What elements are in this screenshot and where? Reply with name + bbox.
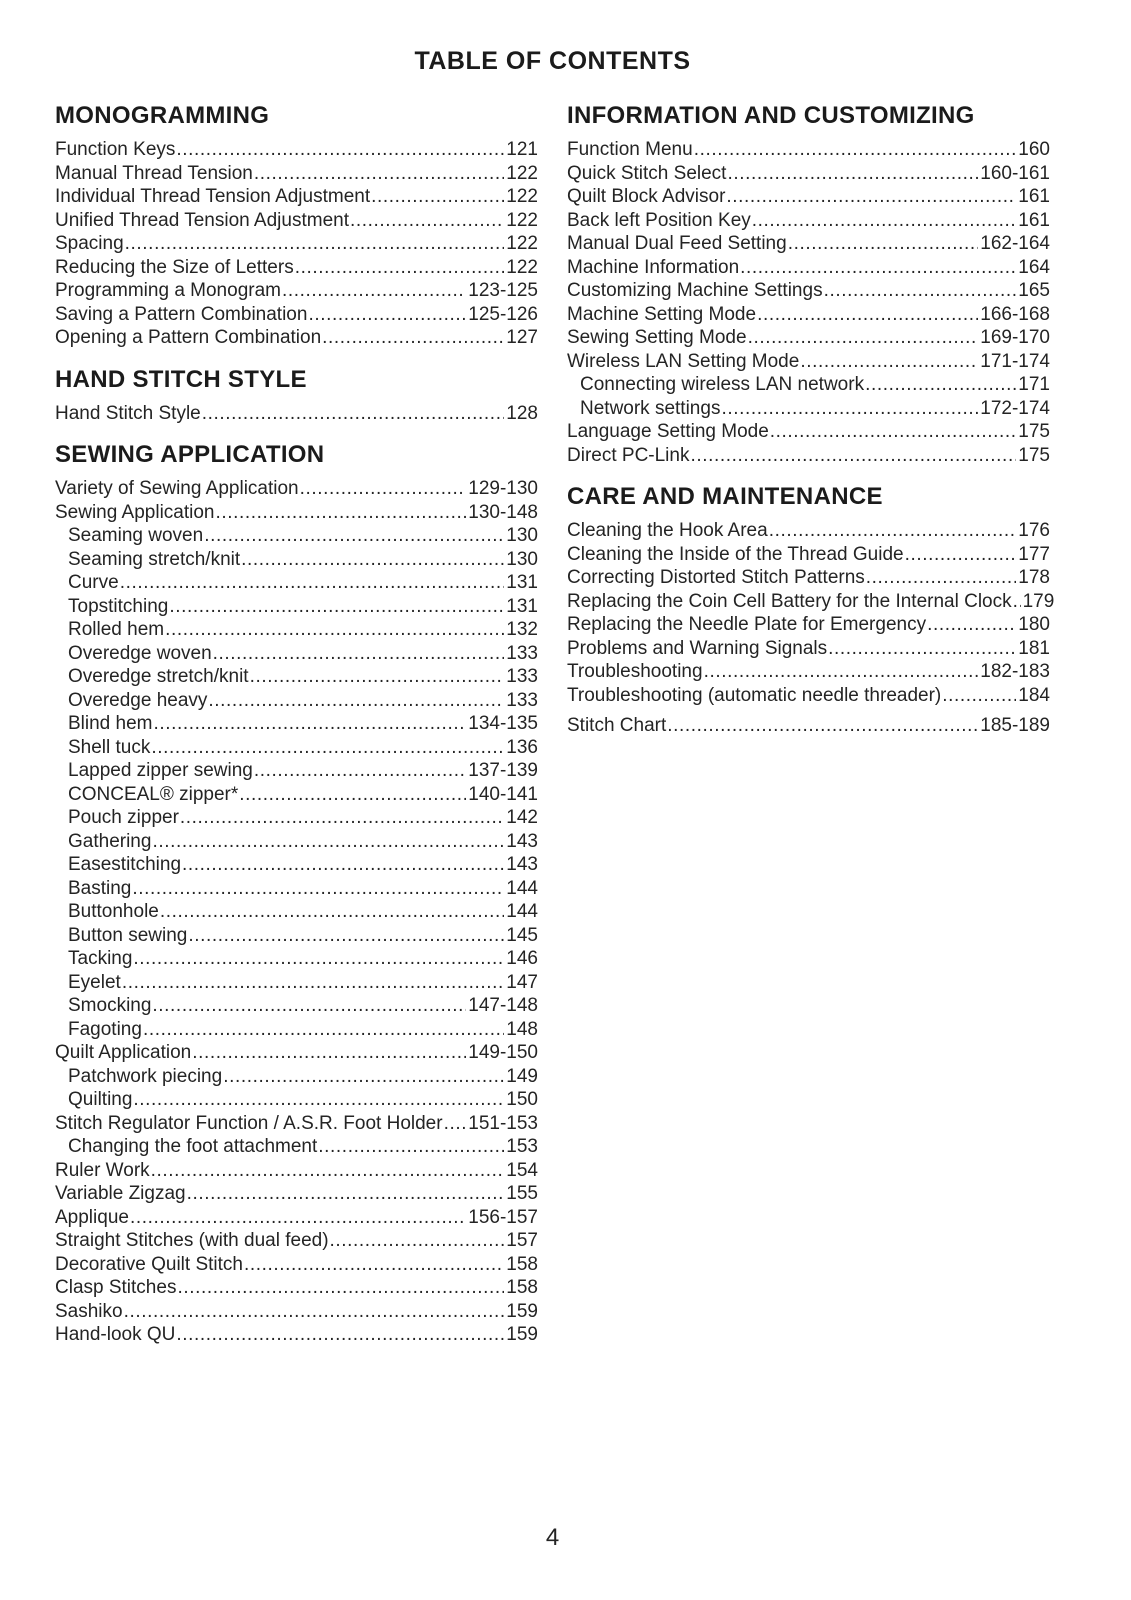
toc-entry-label: Language Setting Mode — [567, 421, 769, 442]
section-heading: HAND STITCH STYLE — [55, 365, 307, 393]
toc-entry-label: Troubleshooting — [567, 661, 703, 682]
toc-entry-page: 149 — [506, 1065, 538, 1087]
toc-dot-leader — [176, 138, 504, 162]
toc-dot-leader — [120, 571, 505, 595]
toc-entry-label: Stitch Chart — [567, 715, 667, 736]
toc-entry-label: Variable Zigzag — [55, 1183, 186, 1204]
toc-entry — [55, 209, 538, 233]
toc-entry-label: Quick Stitch Select — [567, 162, 727, 184]
toc-entry-page: 121 — [506, 139, 538, 160]
toc-entry-label: Manual Thread Tension — [55, 162, 253, 184]
toc-entry-page: 132 — [506, 619, 538, 640]
toc-entry-label: Overedge woven — [68, 642, 212, 664]
toc-entry-label: Tacking — [68, 948, 133, 969]
toc-entry — [567, 185, 1050, 209]
toc-dot-leader — [254, 162, 504, 186]
toc-dot-leader — [866, 566, 1017, 590]
toc-entry-label: Hand-look QU — [55, 1324, 176, 1345]
toc-dot-leader — [188, 924, 504, 948]
toc-dot-leader — [216, 501, 467, 525]
toc-dot-leader — [182, 853, 504, 877]
toc-entry-label: Decorative Quilt Stitch — [55, 1253, 243, 1275]
toc-entry — [55, 712, 538, 736]
toc-entry-page: 128 — [506, 402, 538, 424]
toc-column-left — [55, 102, 538, 1347]
toc-entry-label: Quilt Application — [55, 1042, 192, 1063]
toc-entry-label: Button sewing — [68, 924, 188, 946]
toc-entry — [567, 519, 1050, 543]
toc-entry-label: Seaming woven — [68, 525, 204, 546]
toc-entry-page: 180 — [1018, 614, 1050, 635]
toc-entry-page: 148 — [506, 1018, 538, 1040]
toc-entry-label: Straight Stitches (with dual feed) — [55, 1230, 329, 1251]
toc-entry — [567, 714, 1050, 738]
toc-dot-leader — [1013, 590, 1021, 614]
toc-entry-label: Basting — [68, 877, 132, 899]
toc-dot-leader — [308, 303, 466, 327]
toc-entry-page: 161 — [1018, 209, 1050, 231]
toc-entry — [567, 350, 1050, 374]
toc-entry — [55, 402, 538, 426]
toc-dot-leader — [213, 642, 505, 666]
toc-entry-page: 122 — [506, 186, 538, 207]
toc-entry-label: Cleaning the Hook Area — [567, 520, 768, 541]
toc-entry — [567, 373, 1050, 397]
toc-dot-leader — [330, 1229, 505, 1253]
toc-dot-leader — [721, 397, 978, 421]
page-title: TABLE OF CONTENTS — [414, 47, 691, 75]
toc-dot-leader — [757, 303, 978, 327]
toc-entry — [55, 1065, 538, 1089]
toc-entry-label: Saving a Pattern Combination — [55, 303, 308, 325]
toc-entry-label: Changing the foot attachment — [68, 1136, 318, 1157]
toc-entry — [55, 1253, 538, 1277]
toc-entry-label: Correcting Distorted Stitch Patterns — [567, 567, 865, 588]
toc-entry-label: Reducing the Size of Letters — [55, 256, 294, 278]
toc-entry — [55, 665, 538, 689]
toc-entry — [567, 444, 1050, 468]
toc-entry-label: Rolled hem — [68, 619, 165, 640]
toc-entry-page: 153 — [506, 1136, 538, 1157]
toc-dot-leader — [444, 1112, 467, 1136]
toc-dot-leader — [151, 1159, 505, 1183]
toc-entry — [55, 1300, 538, 1324]
toc-entry — [55, 830, 538, 854]
toc-entry-label: Opening a Pattern Combination — [55, 327, 322, 348]
toc-entry-page: 122 — [506, 256, 538, 278]
toc-entry-label: Sashiko — [55, 1300, 123, 1322]
toc-entry-label: Function Menu — [567, 139, 693, 160]
toc-entry — [55, 618, 538, 642]
toc-entry-page: 131 — [506, 595, 538, 617]
toc-entry-page: 182-183 — [980, 661, 1050, 682]
toc-entry-page: 137-139 — [468, 760, 538, 781]
toc-entry — [55, 947, 538, 971]
toc-dot-leader — [204, 524, 504, 548]
toc-entry — [55, 642, 538, 666]
toc-dot-leader — [282, 279, 466, 303]
toc-dot-leader — [667, 714, 978, 738]
toc-entry-page: 157 — [506, 1230, 538, 1251]
toc-entry-page: 165 — [1018, 280, 1050, 301]
toc-entry-label: Topstitching — [68, 595, 169, 617]
toc-entry-label: Overedge heavy — [68, 689, 208, 711]
toc-entry-label: Pouch zipper — [68, 807, 179, 828]
toc-entry-label: Sewing Application — [55, 501, 215, 523]
toc-entry-label: Replacing the Coin Cell Battery for the Internal Clock — [567, 590, 1012, 612]
toc-dot-leader — [169, 595, 504, 619]
toc-entry-page: 133 — [506, 689, 538, 711]
toc-dot-leader — [770, 420, 1017, 444]
toc-dot-leader — [122, 971, 504, 995]
toc-entry-page: 143 — [506, 854, 538, 875]
toc-entry — [55, 877, 538, 901]
toc-entry-label: Machine Setting Mode — [567, 303, 757, 325]
toc-dot-leader — [208, 689, 504, 713]
toc-entry-page: 171 — [1018, 374, 1050, 395]
toc-columns — [55, 102, 1055, 1347]
toc-entry — [567, 613, 1050, 637]
toc-dot-leader — [800, 350, 978, 374]
toc-dot-leader — [239, 783, 466, 807]
toc-entry-page: 143 — [506, 830, 538, 852]
toc-entry — [55, 232, 538, 256]
toc-entry — [55, 1276, 538, 1300]
toc-entry — [567, 684, 1050, 708]
toc-entry — [567, 660, 1050, 684]
toc-entry-label: Network settings — [580, 397, 721, 419]
toc-dot-leader — [152, 830, 504, 854]
toc-entry-label: Clasp Stitches — [55, 1277, 177, 1298]
toc-dot-leader — [180, 806, 504, 830]
toc-entry-page: 158 — [506, 1253, 538, 1275]
toc-entry — [55, 924, 538, 948]
toc-entry-page: 122 — [506, 233, 538, 254]
toc-dot-leader — [160, 900, 504, 924]
toc-dot-leader — [727, 162, 978, 186]
toc-entry-page: 160 — [1018, 139, 1050, 160]
toc-entry-label: Sewing Setting Mode — [567, 327, 747, 348]
toc-entry-label: Machine Information — [567, 256, 740, 278]
toc-dot-leader — [244, 1253, 504, 1277]
toc-entry-page: 133 — [506, 666, 538, 687]
toc-entry-page: 176 — [1018, 520, 1050, 541]
toc-entry — [55, 1182, 538, 1206]
toc-dot-leader — [740, 256, 1016, 280]
toc-dot-leader — [694, 138, 1017, 162]
toc-entry — [55, 138, 538, 162]
toc-entry-label: Replacing the Needle Plate for Emergency — [567, 614, 927, 635]
toc-entry-page: 161 — [1018, 186, 1050, 207]
toc-dot-leader — [176, 1323, 504, 1347]
toc-entry-label: Troubleshooting (automatic needle threader) — [567, 684, 942, 706]
toc-dot-leader — [942, 684, 1016, 708]
toc-entry-page: 147-148 — [468, 995, 538, 1016]
toc-dot-leader — [824, 279, 1017, 303]
toc-entry-page: 130 — [506, 548, 538, 570]
toc-entry — [567, 543, 1050, 567]
toc-entry-page: 159 — [506, 1300, 538, 1322]
toc-dot-leader — [254, 759, 466, 783]
toc-entry-label: Direct PC-Link — [567, 444, 690, 466]
toc-entry-label: Programming a Monogram — [55, 280, 281, 301]
toc-entry-page: 122 — [506, 162, 538, 184]
toc-dot-leader — [865, 373, 1016, 397]
toc-entry — [55, 783, 538, 807]
toc-entry-page: 129-130 — [468, 478, 538, 499]
toc-entry-page: 177 — [1018, 543, 1050, 565]
toc-entry-label: Ruler Work — [55, 1159, 150, 1181]
toc-entry — [55, 524, 538, 548]
toc-entry — [55, 1135, 538, 1159]
toc-entry-label: Blind hem — [68, 713, 153, 734]
toc-dot-leader — [788, 232, 979, 256]
toc-dot-leader — [318, 1135, 504, 1159]
toc-dot-leader — [130, 1206, 466, 1230]
toc-dot-leader — [748, 326, 979, 350]
toc-entry-page: 140-141 — [468, 783, 538, 805]
toc-dot-leader — [690, 444, 1016, 468]
toc-dot-leader — [250, 665, 505, 689]
toc-entry-page: 169-170 — [980, 327, 1050, 348]
toc-entry-label: Smocking — [68, 995, 152, 1016]
toc-entry — [55, 1088, 538, 1112]
toc-entry-label: Function Keys — [55, 139, 176, 160]
toc-entry-label: Manual Dual Feed Setting — [567, 233, 787, 254]
toc-entry — [55, 1112, 538, 1136]
toc-entry — [55, 326, 538, 350]
toc-entry — [55, 900, 538, 924]
toc-dot-leader — [927, 613, 1016, 637]
toc-entry — [55, 1206, 538, 1230]
toc-entry — [55, 571, 538, 595]
toc-entry-page: 159 — [506, 1324, 538, 1345]
toc-entry-label: CONCEAL® zipper* — [68, 783, 239, 805]
toc-entry-page: 133 — [506, 642, 538, 664]
toc-entry — [55, 162, 538, 186]
toc-entry-page: 156-157 — [468, 1206, 538, 1228]
toc-entry-page: 151-153 — [468, 1112, 538, 1134]
toc-entry — [567, 209, 1050, 233]
toc-dot-leader — [726, 185, 1016, 209]
toc-entry-label: Individual Thread Tension Adjustment — [55, 186, 371, 207]
page-number: 4 — [545, 1524, 560, 1551]
toc-entry — [567, 637, 1050, 661]
toc-entry-page: 130-148 — [468, 501, 538, 523]
toc-entry-page: 150 — [506, 1089, 538, 1110]
toc-entry-label: Overedge stretch/knit — [68, 666, 249, 687]
toc-entry — [55, 303, 538, 327]
toc-entry-page: 185-189 — [980, 715, 1050, 736]
toc-entry-page: 136 — [506, 736, 538, 758]
toc-entry-label: Buttonhole — [68, 901, 159, 922]
toc-entry-label: Unified Thread Tension Adjustment — [55, 209, 349, 231]
toc-entry-page: 122 — [506, 209, 538, 231]
toc-entry — [55, 256, 538, 280]
toc-entry-label: Stitch Regulator Function / A.S.R. Foot Holder — [55, 1112, 443, 1134]
toc-entry-label: Connecting wireless LAN network — [580, 374, 865, 395]
toc-entry-label: Back left Position Key — [567, 209, 751, 231]
toc-entry-page: 149-150 — [468, 1042, 538, 1063]
toc-entry — [567, 232, 1050, 256]
toc-entry — [567, 326, 1050, 350]
toc-entry-page: 175 — [1018, 444, 1050, 466]
toc-dot-leader — [350, 209, 504, 233]
toc-dot-leader — [143, 1018, 504, 1042]
toc-entry-label: Shell tuck — [68, 736, 151, 758]
toc-entry — [55, 1159, 538, 1183]
toc-entry — [55, 1041, 538, 1065]
toc-entry-page: 144 — [506, 877, 538, 899]
section-heading: SEWING APPLICATION — [55, 441, 325, 468]
toc-dot-leader — [177, 1276, 504, 1300]
toc-entry — [55, 1018, 538, 1042]
toc-dot-leader — [371, 185, 504, 209]
toc-dot-leader — [192, 1041, 466, 1065]
toc-entry-page: 166-168 — [980, 303, 1050, 325]
toc-dot-leader — [133, 947, 504, 971]
toc-dot-leader — [223, 1065, 504, 1089]
section-heading: INFORMATION AND CUSTOMIZING — [567, 102, 975, 129]
toc-entry — [55, 759, 538, 783]
toc-entry-page: 178 — [1018, 567, 1050, 588]
toc-entry — [567, 566, 1050, 590]
toc-dot-leader — [769, 519, 1017, 543]
toc-dot-leader — [828, 637, 1016, 661]
toc-entry-label: Fagoting — [68, 1018, 142, 1040]
toc-entry-page: 146 — [506, 948, 538, 969]
toc-entry-page: 147 — [506, 971, 538, 993]
toc-entry-label: Quilting — [68, 1089, 133, 1110]
toc-entry — [55, 548, 538, 572]
toc-entry — [567, 256, 1050, 280]
toc-entry-page: 184 — [1018, 684, 1050, 706]
toc-column-right — [567, 102, 1055, 1347]
toc-entry-label: Customizing Machine Settings — [567, 280, 823, 301]
toc-entry-page: 142 — [506, 807, 538, 828]
toc-entry-label: Seaming stretch/knit — [68, 548, 241, 570]
toc-entry-label: Quilt Block Advisor — [567, 186, 726, 207]
toc-entry-page: 175 — [1018, 421, 1050, 442]
toc-entry — [55, 736, 538, 760]
toc-dot-leader — [241, 548, 504, 572]
toc-entry-label: Spacing — [55, 233, 124, 254]
toc-entry — [55, 477, 538, 501]
toc-entry-page: 144 — [506, 901, 538, 922]
toc-entry — [55, 971, 538, 995]
toc-entry-label: Cleaning the Inside of the Thread Guide — [567, 543, 904, 565]
toc-entry-page: 172-174 — [980, 397, 1050, 419]
toc-dot-leader — [300, 477, 467, 501]
toc-dot-leader — [165, 618, 504, 642]
toc-entry-page: 158 — [506, 1277, 538, 1298]
toc-entry — [55, 689, 538, 713]
toc-entry — [567, 279, 1050, 303]
toc-entry-page: 134-135 — [468, 713, 538, 734]
toc-entry-label: Eyelet — [68, 971, 121, 993]
toc-dot-leader — [322, 326, 504, 350]
toc-entry — [567, 590, 1055, 614]
toc-entry-page: 127 — [506, 327, 538, 348]
toc-dot-leader — [154, 712, 467, 736]
toc-entry-page: 155 — [506, 1183, 538, 1204]
toc-dot-leader — [202, 402, 505, 426]
toc-entry-label: Variety of Sewing Application — [55, 478, 299, 499]
toc-entry-label: Patchwork piecing — [68, 1065, 223, 1087]
toc-entry-page: 131 — [506, 572, 538, 593]
toc-dot-leader — [187, 1182, 505, 1206]
toc-entry — [55, 501, 538, 525]
toc-entry — [567, 162, 1050, 186]
toc-entry-page: 125-126 — [468, 303, 538, 325]
toc-dot-leader — [125, 232, 505, 256]
toc-dot-leader — [752, 209, 1017, 233]
toc-dot-leader — [295, 256, 505, 280]
toc-entry — [567, 303, 1050, 327]
toc-entry — [55, 279, 538, 303]
toc-entry-page: 171-174 — [980, 350, 1050, 372]
toc-dot-leader — [905, 543, 1017, 567]
toc-entry — [567, 420, 1050, 444]
toc-entry-label: Lapped zipper sewing — [68, 760, 253, 781]
toc-entry-label: Applique — [55, 1206, 129, 1228]
toc-entry — [55, 806, 538, 830]
section-heading: CARE AND MAINTENANCE — [567, 483, 883, 510]
toc-entry-label: Curve — [68, 572, 119, 593]
toc-entry — [55, 1229, 538, 1253]
toc-dot-leader — [704, 660, 979, 684]
toc-entry-label: Problems and Warning Signals — [567, 637, 828, 659]
toc-entry — [567, 138, 1050, 162]
toc-dot-leader — [133, 1088, 504, 1112]
toc-entry — [55, 595, 538, 619]
toc-entry-label: Wireless LAN Setting Mode — [567, 350, 800, 372]
toc-entry-page: 145 — [506, 924, 538, 946]
toc-dot-leader — [152, 994, 466, 1018]
toc-entry-page: 162-164 — [980, 233, 1050, 254]
toc-entry — [55, 853, 538, 877]
toc-dot-leader — [124, 1300, 505, 1324]
toc-entry-page: 181 — [1018, 637, 1050, 659]
toc-entry — [55, 185, 538, 209]
toc-entry-page: 179 — [1022, 590, 1055, 612]
toc-entry-page: 154 — [506, 1159, 538, 1181]
toc-entry — [55, 1323, 538, 1347]
toc-entry — [55, 994, 538, 1018]
toc-entry-page: 123-125 — [468, 280, 538, 301]
toc-entry-page: 130 — [506, 525, 538, 546]
toc-entry — [567, 397, 1050, 421]
toc-dot-leader — [151, 736, 504, 760]
toc-entry-page: 164 — [1018, 256, 1050, 278]
toc-dot-leader — [132, 877, 504, 901]
section-heading: MONOGRAMMING — [55, 102, 270, 129]
toc-entry-label: Easestitching — [68, 854, 182, 875]
toc-entry-label: Hand Stitch Style — [55, 402, 201, 424]
toc-entry-label: Gathering — [68, 830, 152, 852]
toc-entry-page: 160-161 — [980, 162, 1050, 184]
